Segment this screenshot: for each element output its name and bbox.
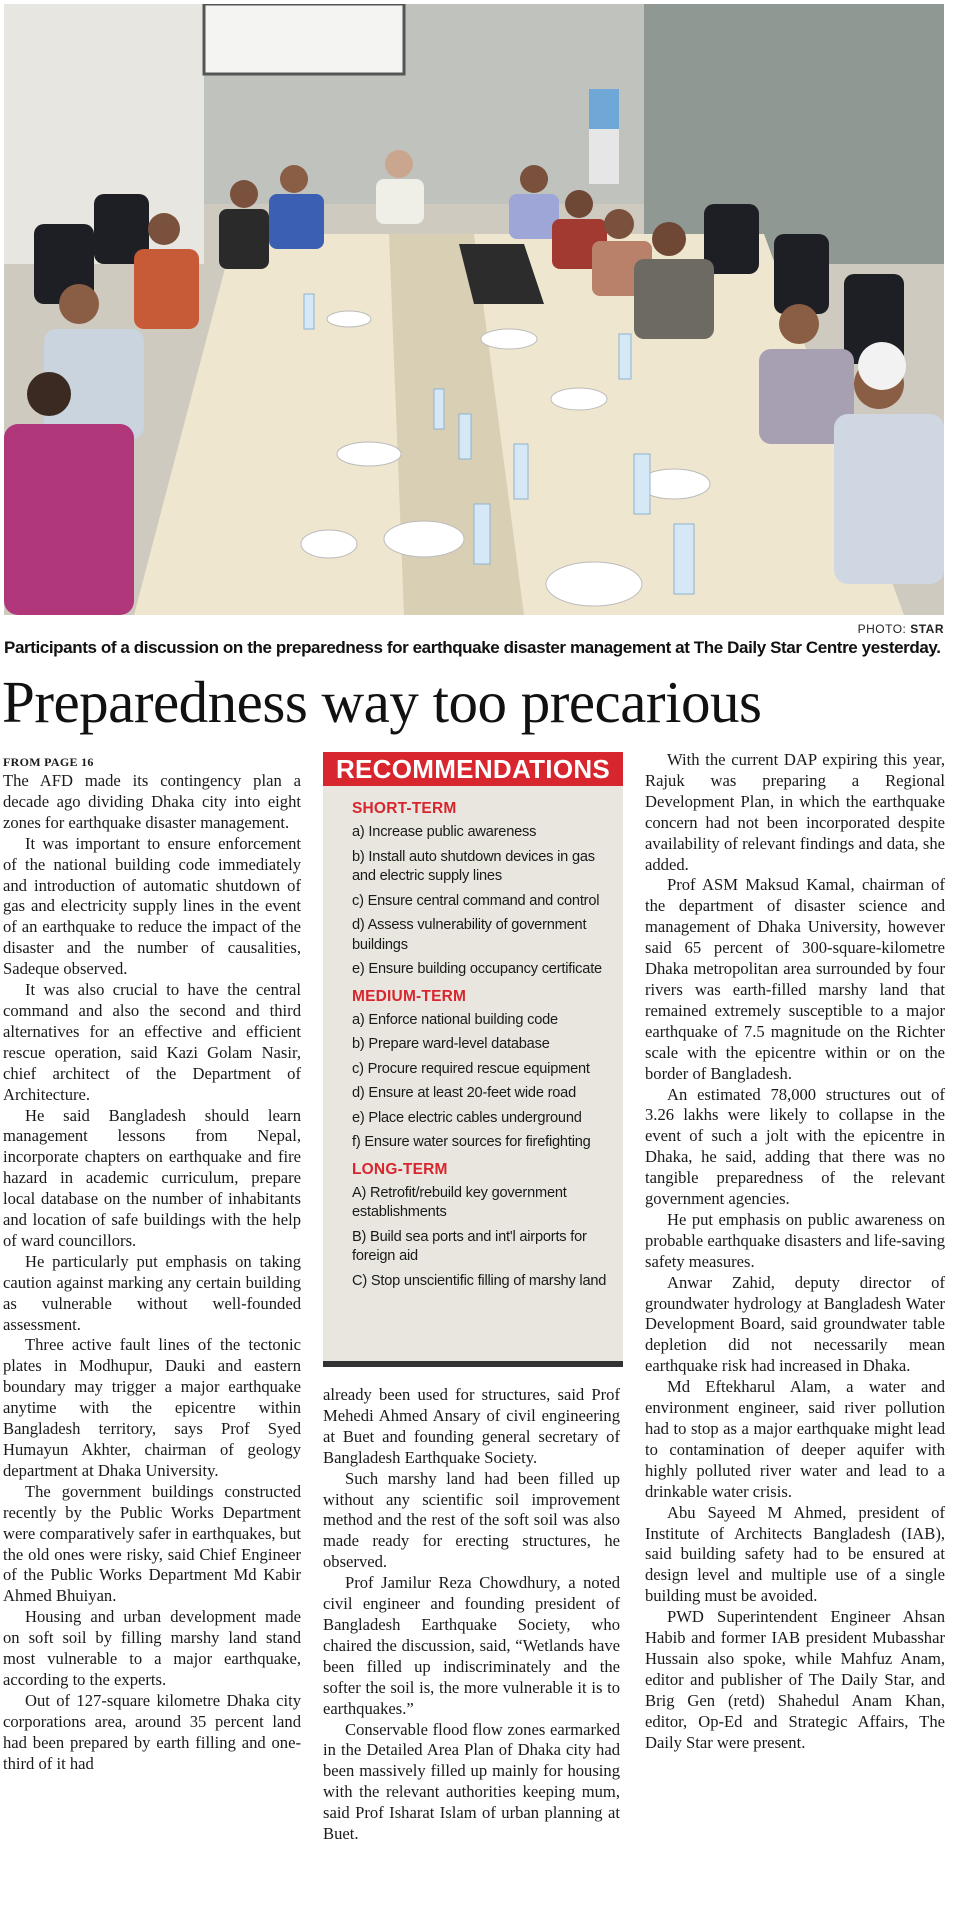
long-term-list <box>352 1184 609 1292</box>
paragraph: Anwar Zahid, deputy director of groundwater hydrology at Bangladesh Water Development Board, said groundwater table depletion did not necessarily mean earthquake risk had increased in Dhaka. <box>645 1272 945 1376</box>
meeting-photo-illustration <box>4 4 944 615</box>
paragraph: Such marshy land had been filled up without any scientific soil improvement method and the rest of the soft soil was also made ready for erecting structures, he observed. <box>323 1468 620 1572</box>
article-column-1 <box>3 755 301 1775</box>
recommendations-title: RECOMMENDATIONS <box>323 752 623 786</box>
list-item: b) Install auto shutdown devices in gas and electric supply lines <box>352 848 595 884</box>
paragraph: Housing and urban development made on soft soil by filling marshy land stand most vulnerable to a major earthquake, according to the experts. <box>3 1607 301 1689</box>
list-item: a) Enforce national building code <box>352 1011 558 1028</box>
list-item: b) Prepare ward-level database <box>352 1036 550 1052</box>
photo-caption: Participants of a discussion on the preparedness for earthquake disaster management at The Daily Star Centre yesterday. <box>4 638 941 657</box>
list-item: e) Ensure building occupancy certificate <box>352 961 602 977</box>
list-item: A) Retrofit/rebuild key government establishments <box>352 1184 567 1220</box>
list-item: a) Increase public awareness <box>352 824 537 840</box>
paragraph: PWD Superintendent Engineer Ahsan Habib and former IAB president Mubasshar Hussain also spoke, while Mahfuz Anam, editor and publisher of The Daily Star, and Brig Gen (retd) Shahedul Anam Khan, editor, Op-Ed and Strategic Affairs, The Daily Star were present. <box>645 1607 945 1752</box>
list-item: C) Stop unscientific filling of marshy land <box>352 1272 607 1289</box>
recommendations-box <box>323 752 623 1367</box>
paragraph: Md Eftekharul Alam, a water and environment engineer, said river pollution had to stop as a major earthquake might lead to contamination of deeper aquifer with highly polluted river water and lead to a drinkable water crisis. <box>645 1377 945 1501</box>
jump-from-label: FROM PAGE 16 <box>3 755 94 769</box>
paragraph: Prof Jamilur Reza Chowdhury, a noted civil engineer and founding president of Bangladesh Earthquake Society, who chaired the discussion, said, “Wetlands have been filled up indiscriminately and the softer the soil is, the more vulnerable it is to earthquakes.” <box>323 1573 620 1718</box>
paragraph: It was important to ensure enforcement of the national building code immediately and introduction of automatic shutdown of gas and electricity supply lines in the event of an earthquake to reduce the impact of the disaster and the number of causalities, Sadeque observed. <box>3 833 301 979</box>
list-item: e) Place electric cables underground <box>352 1109 582 1126</box>
paragraph: The AFD made its contingency plan a decade ago dividing Dhaka city into eight zones for earthquake disaster management. <box>3 771 301 832</box>
paragraph: Conservable flood flow zones earmarked in the Detailed Area Plan of Dhaka city had been massively filled up mainly for housing with the relevant authorities keeping mum, said Prof Isharat Islam of urban planning at Buet. <box>323 1719 620 1844</box>
paragraph: Out of 127-square kilometre Dhaka city corporations area, around 35 percent land had been prepared by earth filling and one-third of it had <box>3 1690 301 1773</box>
paragraph: The government buildings constructed recently by the Public Works Department were comparatively safer in earthquakes, but the old ones were risky, said Chief Engineer of the Public Works Department Md Kabir Ahmed Bhuiyan. <box>3 1481 301 1606</box>
list-item: d) Assess vulnerability of government buildings <box>352 917 587 953</box>
paragraph: Three active fault lines of the tectonic plates in Modhupur, Dauki and eastern boundary may trigger a major earthquake anytime with the epicentre within Bangladesh territory, says Prof Syed Humayun Akhter, chairman of geology department at Dhaka University. <box>3 1335 301 1480</box>
paragraph: Prof ASM Maksud Kamal, chairman of the department of disaster science and management of Dhaka University, however said 65 percent of 300-square-kilometre Dhaka metropolitan area surrounded by four rivers was earth-filled marshy land that remained extremely susceptible to a major earthquake of 7.5 magnitude on the Richter scale with the epicentre within or on the border of Bangladesh. <box>645 875 945 1083</box>
paragraph: It was also crucial to have the central command and also the second and third alternatives for an effective and efficient rescue operation, said Kazi Golam Nasir, chief architect of the Department of Architecture. <box>3 980 301 1104</box>
paragraph: already been used for structures, said Prof Mehedi Ahmed Ansary of civil engineering at Buet and founding general secretary of Bangladesh Earthquake Society. <box>323 1385 620 1467</box>
article-column-2 <box>323 1385 620 1845</box>
news-photo <box>4 4 944 615</box>
list-item: B) Build sea ports and int'l airports for foreign aid <box>352 1228 587 1264</box>
paragraph: An estimated 78,000 structures out of 3.26 lakhs were likely to collapse in the event of such a jolt with the epicentre in Dhaka, he said, adding that there was no tangible preparedness of the relevant government agencies. <box>645 1084 945 1209</box>
list-item: c) Ensure central command and control <box>352 892 600 909</box>
photo-credit-label: PHOTO: <box>857 622 907 636</box>
section-heading-long-term: LONG-TERM <box>352 1160 448 1178</box>
box-bottom-rule <box>323 1361 623 1367</box>
paragraph: Abu Sayeed M Ahmed, president of Institute of Architects Bangladesh (IAB), said building safety had to be ensured at design level and multiple use of a single building must be avoided. <box>645 1502 945 1606</box>
list-item: c) Procure required rescue equipment <box>352 1060 590 1077</box>
photo-credit <box>858 622 944 636</box>
paragraph: He said Bangladesh should learn management lessons from Nepal, incorporate chapters on earthquake and fire hazard in academic curriculum, prepare local database on the number of inhabitants and location of safe buildings with the help of ward councillors. <box>3 1105 301 1250</box>
medium-term-list <box>352 1011 609 1153</box>
article-column-3 <box>645 750 945 1754</box>
headline: Preparedness way too precarious <box>2 669 762 735</box>
section-heading-medium-term: MEDIUM-TERM <box>352 987 467 1005</box>
list-item: f) Ensure water sources for firefighting <box>352 1134 591 1150</box>
list-item: d) Ensure at least 20-feet wide road <box>352 1085 576 1101</box>
short-term-list <box>352 823 609 980</box>
paragraph: He particularly put emphasis on taking caution against marking any certain building as vulnerable without well-founded assessment. <box>3 1251 301 1334</box>
photo-credit-source: STAR <box>910 622 944 636</box>
paragraph: With the current DAP expiring this year, Rajuk was preparing a Regional Development Plan, in which the earthquake concern had not been incorporated despite availability of relevant findings and data, she added. <box>645 750 945 874</box>
section-heading-short-term: SHORT-TERM <box>352 800 457 817</box>
paragraph: He put emphasis on public awareness on probable earthquake disasters and life-saving safety measures. <box>645 1209 945 1271</box>
